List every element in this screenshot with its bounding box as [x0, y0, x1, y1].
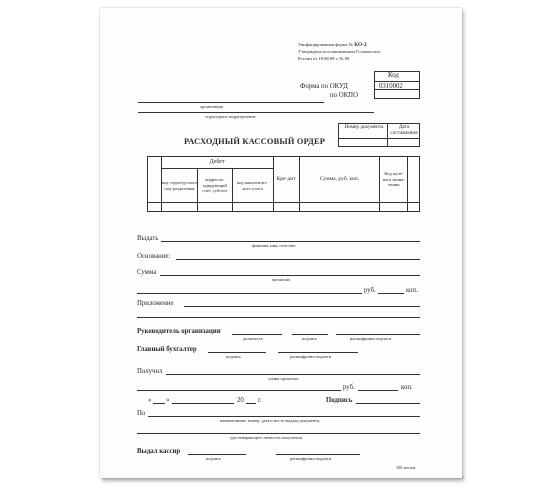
document-caption: наименование, номер, дата и место выдачи документа, — [220, 418, 321, 423]
cashier-name-line[interactable] — [276, 454, 360, 455]
poluchil-rub-label: руб. — [343, 384, 355, 391]
sum-header: Сумма, руб. коп. — [299, 157, 380, 203]
head-signature-line[interactable] — [292, 334, 328, 335]
summa-propisyu-caption: сумма прописью — [268, 376, 299, 381]
osnovanie-line[interactable] — [176, 259, 420, 260]
analytic-code-header: код аналитичес-кого учета — [232, 169, 273, 203]
chief-accountant-label: Главный бухгалтер — [137, 346, 197, 353]
head-name-line[interactable] — [336, 334, 420, 335]
organization-caption: организация — [200, 104, 223, 109]
organization-line[interactable] — [138, 102, 324, 103]
year-suffix: г. — [258, 397, 262, 404]
chief-signature-line[interactable] — [208, 352, 266, 353]
rub-label: руб. — [364, 287, 376, 294]
poluchil-kop-label: коп. — [401, 384, 413, 391]
subdivision-line[interactable] — [138, 112, 374, 113]
date-year-line[interactable] — [246, 403, 256, 404]
kod-header: Код — [388, 72, 399, 79]
purpose-code-header: Код целе-вого назна-чения — [380, 157, 408, 203]
form-code: КО-2 — [354, 42, 367, 48]
recipient-signature-label: Подпись — [326, 397, 353, 404]
head-org-label: Руководитель организации — [137, 328, 221, 335]
fio-caption: фамилия, имя, отчество — [252, 243, 296, 248]
summa-label: Сумма — [137, 269, 157, 276]
date-day-line[interactable] — [153, 403, 165, 404]
form-code-prefix: Унифицированная форма № — [298, 42, 354, 47]
table-cell[interactable] — [148, 203, 162, 212]
poluchil-line[interactable] — [166, 374, 420, 375]
doc-meta-hline — [338, 138, 420, 139]
prilozhenie-line-2[interactable] — [137, 317, 420, 318]
table-cell[interactable] — [299, 203, 380, 212]
form-sheet — [100, 8, 462, 478]
poluchil-label: Получил — [137, 368, 163, 375]
cashier-signature-caption: подпись — [206, 456, 221, 461]
chief-name-caption: расшифровка подписи — [290, 354, 332, 359]
kop-line[interactable] — [378, 293, 404, 294]
poluchil-line-2[interactable] — [137, 390, 341, 391]
cashier-label: Выдал кассир — [137, 448, 181, 455]
chief-name-line[interactable] — [278, 352, 358, 353]
okpo-label: по ОКПО — [330, 92, 358, 99]
form-code-line — [298, 42, 367, 48]
date-month-line[interactable] — [172, 403, 234, 404]
year-prefix: 20 — [237, 397, 244, 404]
recipient-signature-line[interactable] — [356, 403, 420, 404]
document-title: РАСХОДНЫЙ КАССОВЫЙ ОРДЕР — [184, 137, 326, 146]
table-cell[interactable] — [380, 203, 408, 212]
table-blank-col — [148, 157, 162, 203]
identity-caption: удостоверяющего личность получателя — [230, 435, 303, 440]
head-name-caption: расшифровка подписи — [350, 336, 392, 341]
corr-account-header: корреспо-ндирующий счет, субсчет — [198, 169, 233, 203]
approval-date-line: России от 18.08.98 г. № 88 — [298, 56, 350, 61]
credit-header: Кре-дит — [273, 157, 299, 203]
propisyu-caption: прописью — [272, 277, 291, 282]
document-line-2[interactable] — [137, 433, 420, 434]
po-label: По — [137, 410, 146, 417]
prilozhenie-label: Приложение — [137, 300, 174, 307]
codes-divider-1 — [374, 81, 420, 82]
prilozhenie-line[interactable] — [184, 306, 420, 307]
table-cell[interactable] — [161, 203, 198, 212]
okud-label: Форма по ОКУД — [300, 83, 348, 90]
struct-code-header: код структур-ного под-разделения — [161, 169, 198, 203]
head-signature-caption: подпись — [302, 336, 317, 341]
table-cell[interactable] — [408, 203, 420, 212]
chief-signature-caption: подпись — [226, 354, 241, 359]
date-quote-close: » — [166, 397, 170, 404]
table-cell[interactable] — [198, 203, 233, 212]
summa-line[interactable] — [160, 275, 420, 276]
debet-header: Дебет — [161, 157, 273, 169]
head-position-line[interactable] — [232, 334, 282, 335]
table-cell[interactable] — [232, 203, 273, 212]
sheet-count: 100 листов — [396, 465, 416, 470]
table-extra-col — [408, 157, 420, 203]
document-line[interactable] — [148, 416, 420, 417]
approval-line: Утверждена постановлением Госкомстата — [298, 49, 381, 54]
cashier-name-caption: расшифровка подписи — [290, 456, 332, 461]
okud-value: 0310002 — [379, 83, 403, 90]
table-cell[interactable] — [273, 203, 299, 212]
accounting-table — [147, 156, 420, 212]
summa-line-2[interactable] — [137, 293, 362, 294]
vydat-label: Выдать — [137, 235, 159, 242]
doc-date-header: Дата составления — [390, 124, 418, 136]
subdivision-caption: структурное подразделение — [205, 114, 256, 119]
poluchil-kop-line[interactable] — [358, 390, 398, 391]
cashier-signature-line[interactable] — [188, 454, 246, 455]
kop-label: коп. — [406, 287, 418, 294]
osnovanie-label: Основание: — [137, 253, 171, 260]
date-quote-open: « — [148, 397, 152, 404]
doc-number-header: Номер документа — [344, 124, 384, 130]
recipient-line[interactable] — [161, 241, 420, 242]
head-position-caption: должность — [243, 336, 263, 341]
